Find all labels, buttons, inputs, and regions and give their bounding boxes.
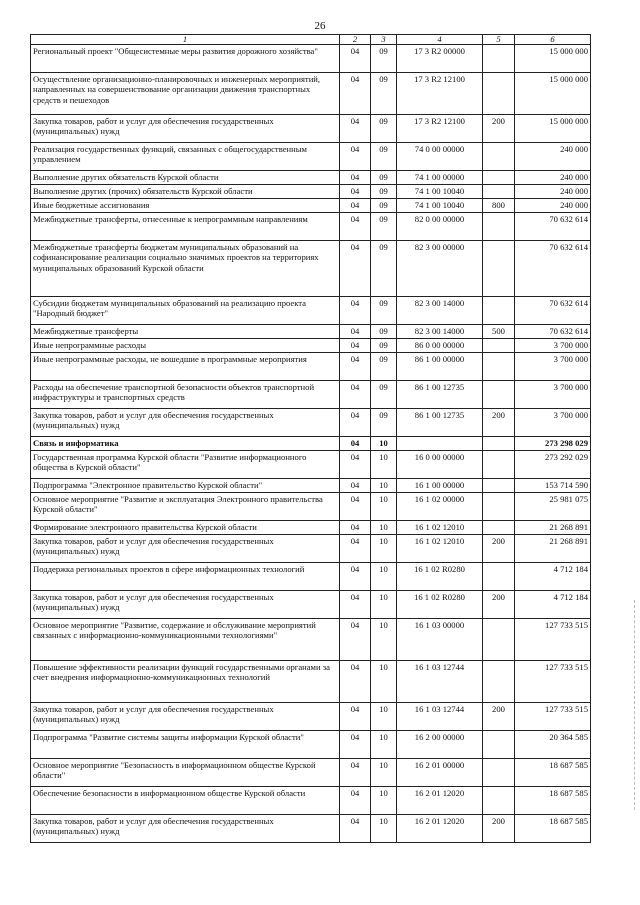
cell-subsection: 09 — [371, 353, 397, 381]
cell-expense-type: 800 — [483, 199, 515, 213]
table-row — [31, 619, 591, 661]
cell-amount: 273 292 029 — [515, 451, 591, 479]
cell-expense-type — [483, 661, 515, 703]
cell-subsection: 10 — [371, 437, 397, 451]
table-row — [31, 521, 591, 535]
cell-subsection: 10 — [371, 731, 397, 759]
cell-amount: 240 000 — [515, 171, 591, 185]
cell-section: 04 — [340, 171, 371, 185]
cell-subsection: 10 — [371, 815, 397, 843]
table-row — [31, 731, 591, 759]
cell-target-article: 16 1 02 00000 — [397, 493, 483, 521]
cell-section: 04 — [340, 535, 371, 563]
cell-expense-type — [483, 759, 515, 787]
cell-section: 04 — [340, 325, 371, 339]
cell-name: Межбюджетные трансферты, отнесенные к непрограммным направлениям — [31, 213, 340, 241]
cell-subsection: 10 — [371, 619, 397, 661]
cell-target-article: 16 1 03 12744 — [397, 661, 483, 703]
cell-amount: 240 000 — [515, 143, 591, 171]
cell-target-article: 17 3 R2 12100 — [397, 73, 483, 115]
cell-name: Реализация государственных функций, связанных с общегосударственным управлением — [31, 143, 340, 171]
table-row — [31, 45, 591, 73]
cell-amount: 4 712 184 — [515, 563, 591, 591]
cell-section: 04 — [340, 479, 371, 493]
cell-expense-type: 200 — [483, 591, 515, 619]
cell-expense-type: 200 — [483, 703, 515, 731]
cell-amount: 3 700 000 — [515, 353, 591, 381]
cell-target-article: 86 1 00 00000 — [397, 353, 483, 381]
cell-expense-type — [483, 185, 515, 199]
cell-amount: 20 364 585 — [515, 731, 591, 759]
cell-amount: 21 268 891 — [515, 521, 591, 535]
table-row — [31, 815, 591, 843]
cell-name: Закупка товаров, работ и услуг для обеспечения государственных (муниципальных) нужд — [31, 409, 340, 437]
cell-name: Региональный проект "Общесистемные меры развития дорожного хозяйства" — [31, 45, 340, 73]
cell-amount: 70 632 614 — [515, 325, 591, 339]
cell-subsection: 10 — [371, 451, 397, 479]
cell-name: Субсидии бюджетам муниципальных образований на реализацию проекта "Народный бюджет" — [31, 297, 340, 325]
cell-name: Выполнение других обязательств Курской области — [31, 171, 340, 185]
cell-target-article — [397, 437, 483, 451]
cell-subsection: 09 — [371, 45, 397, 73]
cell-section: 04 — [340, 199, 371, 213]
cell-amount: 240 000 — [515, 199, 591, 213]
table-row — [31, 353, 591, 381]
cell-section: 04 — [340, 353, 371, 381]
cell-target-article: 16 1 03 00000 — [397, 619, 483, 661]
cell-amount: 25 981 075 — [515, 493, 591, 521]
scan-edge-mark — [634, 600, 636, 810]
cell-section: 04 — [340, 45, 371, 73]
cell-expense-type — [483, 297, 515, 325]
table-row — [31, 325, 591, 339]
table-row — [31, 143, 591, 171]
cell-target-article: 16 1 00 00000 — [397, 479, 483, 493]
cell-subsection: 09 — [371, 325, 397, 339]
cell-expense-type — [483, 353, 515, 381]
cell-name: Формирование электронного правительства Курской области — [31, 521, 340, 535]
cell-target-article: 17 3 R2 12100 — [397, 115, 483, 143]
cell-expense-type — [483, 731, 515, 759]
cell-expense-type — [483, 619, 515, 661]
cell-expense-type — [483, 493, 515, 521]
cell-subsection: 10 — [371, 703, 397, 731]
cell-section: 04 — [340, 591, 371, 619]
cell-subsection: 09 — [371, 143, 397, 171]
cell-expense-type — [483, 73, 515, 115]
header-cell-amount: 6 — [515, 35, 591, 45]
cell-amount: 240 000 — [515, 185, 591, 199]
cell-expense-type — [483, 521, 515, 535]
cell-expense-type — [483, 339, 515, 353]
cell-expense-type — [483, 787, 515, 815]
cell-amount: 70 632 614 — [515, 213, 591, 241]
page-number: 26 — [314, 20, 326, 32]
cell-section: 04 — [340, 815, 371, 843]
header-cell-target-article: 4 — [397, 35, 483, 45]
table-row — [31, 591, 591, 619]
cell-amount: 15 000 000 — [515, 73, 591, 115]
table-row — [31, 493, 591, 521]
cell-section: 04 — [340, 381, 371, 409]
cell-target-article: 16 1 02 12010 — [397, 535, 483, 563]
cell-name: Подпрограмма "Развитие системы защиты информации Курской области" — [31, 731, 340, 759]
cell-target-article: 86 1 00 12735 — [397, 409, 483, 437]
cell-amount: 3 700 000 — [515, 381, 591, 409]
cell-name: Закупка товаров, работ и услуг для обеспечения государственных (муниципальных) нужд — [31, 703, 340, 731]
cell-section: 04 — [340, 703, 371, 731]
cell-target-article: 16 2 01 12020 — [397, 815, 483, 843]
cell-name: Закупка товаров, работ и услуг для обеспечения государственных (муниципальных) нужд — [31, 815, 340, 843]
cell-amount: 70 632 614 — [515, 241, 591, 297]
table-row — [31, 787, 591, 815]
cell-expense-type — [483, 563, 515, 591]
cell-subsection: 09 — [371, 213, 397, 241]
cell-name: Связь и информатика — [31, 437, 340, 451]
table-row — [31, 409, 591, 437]
cell-section: 04 — [340, 563, 371, 591]
cell-expense-type: 500 — [483, 325, 515, 339]
table-row — [31, 563, 591, 591]
cell-subsection: 09 — [371, 185, 397, 199]
cell-subsection: 10 — [371, 535, 397, 563]
cell-expense-type — [483, 241, 515, 297]
cell-expense-type: 200 — [483, 409, 515, 437]
cell-subsection: 09 — [371, 115, 397, 143]
table-row — [31, 297, 591, 325]
cell-target-article: 16 1 02 R0280 — [397, 563, 483, 591]
cell-section: 04 — [340, 661, 371, 703]
cell-amount: 18 687 585 — [515, 815, 591, 843]
cell-name: Закупка товаров, работ и услуг для обеспечения государственных (муниципальных) нужд — [31, 115, 340, 143]
cell-expense-type — [483, 479, 515, 493]
cell-amount: 127 733 515 — [515, 619, 591, 661]
cell-section: 04 — [340, 241, 371, 297]
budget-table — [30, 34, 591, 843]
cell-target-article: 82 0 00 00000 — [397, 213, 483, 241]
cell-expense-type — [483, 437, 515, 451]
table-row — [31, 479, 591, 493]
cell-target-article: 16 2 01 00000 — [397, 759, 483, 787]
cell-target-article: 86 0 00 00000 — [397, 339, 483, 353]
cell-subsection: 09 — [371, 339, 397, 353]
cell-expense-type — [483, 213, 515, 241]
cell-target-article: 16 1 02 R0280 — [397, 591, 483, 619]
cell-name: Повышение эффективности реализации функций государственными органами за счет внедрения информационно-коммуникационных технологий — [31, 661, 340, 703]
cell-section: 04 — [340, 213, 371, 241]
cell-subsection: 09 — [371, 381, 397, 409]
cell-section: 04 — [340, 185, 371, 199]
cell-name: Иные бюджетные ассигнования — [31, 199, 340, 213]
cell-subsection: 09 — [371, 409, 397, 437]
cell-section: 04 — [340, 437, 371, 451]
cell-expense-type: 200 — [483, 535, 515, 563]
cell-amount: 15 000 000 — [515, 45, 591, 73]
cell-section: 04 — [340, 297, 371, 325]
table-row — [31, 759, 591, 787]
cell-subsection: 10 — [371, 521, 397, 535]
cell-name: Иные непрограммные расходы — [31, 339, 340, 353]
cell-section: 04 — [340, 731, 371, 759]
cell-amount: 4 712 184 — [515, 591, 591, 619]
cell-target-article: 74 0 00 00000 — [397, 143, 483, 171]
cell-name: Иные непрограммные расходы, не вошедшие в программные мероприятия — [31, 353, 340, 381]
table-row — [31, 451, 591, 479]
header-cell-name: 1 — [31, 35, 340, 45]
cell-amount: 18 687 585 — [515, 787, 591, 815]
cell-section: 04 — [340, 409, 371, 437]
cell-target-article: 16 1 02 12010 — [397, 521, 483, 535]
cell-target-article: 74 1 00 10040 — [397, 199, 483, 213]
cell-target-article: 74 1 00 10040 — [397, 185, 483, 199]
table-row — [31, 171, 591, 185]
cell-expense-type — [483, 381, 515, 409]
cell-name: Основное мероприятие "Безопасность в информационном обществе Курской области" — [31, 759, 340, 787]
cell-target-article: 74 1 00 00000 — [397, 171, 483, 185]
cell-expense-type — [483, 143, 515, 171]
cell-target-article: 86 1 00 12735 — [397, 381, 483, 409]
cell-target-article: 16 2 00 00000 — [397, 731, 483, 759]
cell-expense-type — [483, 171, 515, 185]
cell-amount: 273 298 029 — [515, 437, 591, 451]
cell-section: 04 — [340, 115, 371, 143]
table-body — [31, 45, 591, 843]
header-row — [31, 35, 591, 45]
table-row — [31, 241, 591, 297]
table-row — [31, 437, 591, 451]
cell-target-article: 16 1 03 12744 — [397, 703, 483, 731]
cell-section: 04 — [340, 143, 371, 171]
cell-section: 04 — [340, 759, 371, 787]
cell-name: Основное мероприятие "Развитие и эксплуатация Электронного правительства Курской области" — [31, 493, 340, 521]
cell-subsection: 09 — [371, 297, 397, 325]
cell-name: Межбюджетные трансферты — [31, 325, 340, 339]
cell-target-article: 16 2 01 12020 — [397, 787, 483, 815]
cell-amount: 21 268 891 — [515, 535, 591, 563]
table-row — [31, 73, 591, 115]
cell-name: Поддержка региональных проектов в сфере информационных технологий — [31, 563, 340, 591]
cell-section: 04 — [340, 73, 371, 115]
cell-amount: 3 700 000 — [515, 409, 591, 437]
cell-name: Подпрограмма "Электронное правительство Курской области" — [31, 479, 340, 493]
cell-name: Закупка товаров, работ и услуг для обеспечения государственных (муниципальных) нужд — [31, 535, 340, 563]
cell-section: 04 — [340, 339, 371, 353]
cell-subsection: 10 — [371, 661, 397, 703]
cell-amount: 15 000 000 — [515, 115, 591, 143]
cell-expense-type — [483, 451, 515, 479]
cell-section: 04 — [340, 787, 371, 815]
table-row — [31, 339, 591, 353]
cell-name: Расходы на обеспечение транспортной безопасности объектов транспортной инфраструктуры и транспортных средств — [31, 381, 340, 409]
cell-name: Межбюджетные трансферты бюджетам муниципальных образований на софинансирование реализации социально значимых проектов на территориях муниципальных образований Курской области — [31, 241, 340, 297]
cell-section: 04 — [340, 521, 371, 535]
table-row — [31, 661, 591, 703]
cell-name: Обеспечение безопасности в информационном обществе Курской области — [31, 787, 340, 815]
cell-amount: 18 687 585 — [515, 759, 591, 787]
cell-subsection: 09 — [371, 171, 397, 185]
cell-subsection: 10 — [371, 563, 397, 591]
cell-target-article: 16 0 00 00000 — [397, 451, 483, 479]
cell-target-article: 82 3 00 14000 — [397, 325, 483, 339]
cell-subsection: 10 — [371, 759, 397, 787]
cell-expense-type: 200 — [483, 115, 515, 143]
table-row — [31, 115, 591, 143]
cell-section: 04 — [340, 619, 371, 661]
cell-subsection: 10 — [371, 787, 397, 815]
cell-subsection: 10 — [371, 591, 397, 619]
header-cell-section: 2 — [340, 35, 371, 45]
table-row — [31, 185, 591, 199]
cell-amount: 127 733 515 — [515, 661, 591, 703]
cell-target-article: 82 3 00 00000 — [397, 241, 483, 297]
header-cell-expense-type: 5 — [483, 35, 515, 45]
table-row — [31, 703, 591, 731]
cell-expense-type: 200 — [483, 815, 515, 843]
header-cell-subsection: 3 — [371, 35, 397, 45]
table-row — [31, 213, 591, 241]
table-row — [31, 199, 591, 213]
cell-expense-type — [483, 45, 515, 73]
cell-name: Государственная программа Курской области "Развитие информационного общества в Курской области" — [31, 451, 340, 479]
cell-name: Основное мероприятие "Развитие, содержание и обслуживание мероприятий связанных с информационно-коммуникационными технологиями" — [31, 619, 340, 661]
cell-amount: 153 714 590 — [515, 479, 591, 493]
table-row — [31, 535, 591, 563]
cell-amount: 3 700 000 — [515, 339, 591, 353]
table-row — [31, 381, 591, 409]
cell-amount: 70 632 614 — [515, 297, 591, 325]
cell-subsection: 09 — [371, 73, 397, 115]
cell-name: Выполнение других (прочих) обязательств Курской области — [31, 185, 340, 199]
cell-subsection: 10 — [371, 479, 397, 493]
cell-section: 04 — [340, 493, 371, 521]
cell-name: Закупка товаров, работ и услуг для обеспечения государственных (муниципальных) нужд — [31, 591, 340, 619]
cell-amount: 127 733 515 — [515, 703, 591, 731]
cell-subsection: 09 — [371, 241, 397, 297]
cell-subsection: 09 — [371, 199, 397, 213]
cell-target-article: 17 3 R2 00000 — [397, 45, 483, 73]
cell-target-article: 82 3 00 14000 — [397, 297, 483, 325]
cell-subsection: 10 — [371, 493, 397, 521]
cell-section: 04 — [340, 451, 371, 479]
cell-name: Осуществление организационно-планировочных и инженерных мероприятий, направленных на совершенствование организации движения транспортных средств и пешеходов — [31, 73, 340, 115]
